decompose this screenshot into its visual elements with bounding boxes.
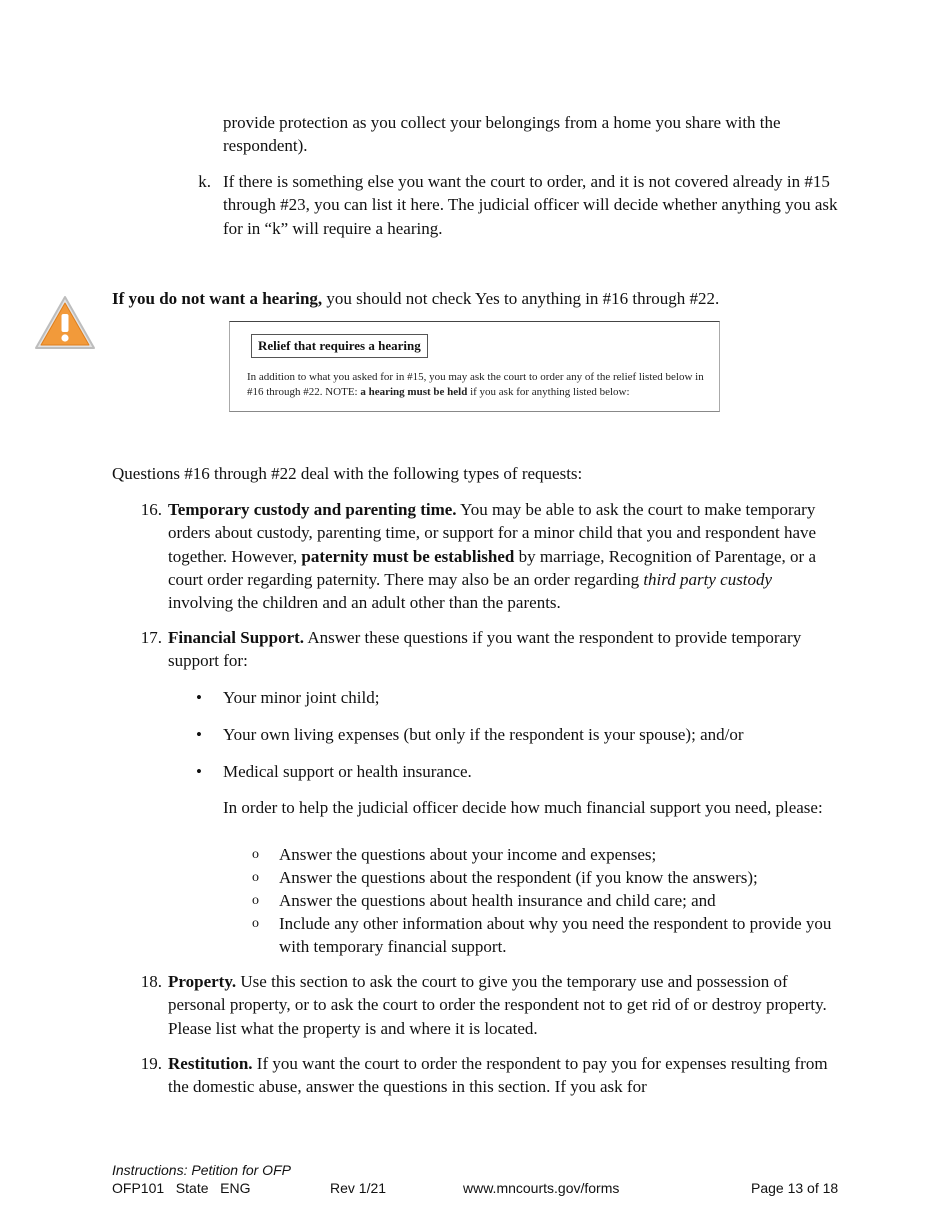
hearing-warning-text: you should not check Yes to anything in #16 through #22. — [322, 289, 720, 308]
subitem-4-text: Include any other information about why you need the respondent to provide you with temporary financial support. — [279, 914, 832, 957]
bullet-1-marker: • — [196, 688, 202, 707]
item-18-text — [168, 970, 838, 1040]
subitem-1-text: Answer the questions about your income and expenses; — [279, 845, 657, 864]
item-16-heading: Temporary custody and parenting time. — [168, 500, 457, 519]
bullet-1-text: Your minor joint child; — [223, 688, 380, 707]
footer-form-code: OFP101 State ENG — [112, 1180, 251, 1196]
item-18-body: Use this section to ask the court to give you the temporary use and possession of personal property, or to ask the court to order the respondent not to get rid of or destroy property. Please list what the property is and where it is located. — [168, 972, 827, 1038]
item-16-text — [168, 498, 833, 614]
footer-page-number: Page 13 of 18 — [751, 1180, 839, 1196]
item-18-heading: Property. — [168, 972, 237, 991]
item-16-t1: You may be able to ask the court to make temporary orders about custody, parenting time, or support for a minor child that you and respondent have together. However, — [168, 500, 817, 566]
financial-help-text: In order to help the judicial officer decide how much financial support you need, please: — [223, 798, 823, 817]
item-16-t2: by marriage, Recognition of Parentage, or a court order regarding paternity. There may also be an order regarding — [168, 546, 817, 589]
subitem-3-marker: o — [252, 893, 259, 908]
subitem-2-text: Answer the questions about the respondent (if you know the answers); — [279, 868, 758, 887]
relief-box-text — [247, 370, 717, 400]
item-17-heading: Financial Support. — [168, 628, 305, 647]
item-19-text — [168, 1052, 828, 1099]
footer-revision: Rev 1/21 — [330, 1180, 387, 1196]
item-k-marker: k. — [198, 172, 211, 191]
footer-url: www.mncourts.gov/forms — [463, 1180, 620, 1196]
questions-intro: Questions #16 through #22 deal with the following types of requests: — [112, 464, 583, 483]
hearing-warning — [112, 287, 832, 310]
relief-text-a: In addition to what you asked for in #15, you may ask the court to order any of the relief listed below in #16 through #22. NOTE: — [247, 371, 704, 398]
relief-box-title: Relief that requires a hearing — [251, 334, 428, 358]
subitem-4-marker: o — [252, 916, 259, 931]
item-18-number: 18. — [140, 972, 162, 991]
bullet-3-marker: • — [196, 762, 202, 781]
relief-requires-hearing-box — [229, 321, 720, 412]
item-19-heading: Restitution. — [168, 1054, 253, 1073]
item-17-body: Answer these questions if you want the respondent to provide temporary support for: — [168, 628, 802, 671]
item-16-paternity: paternity must be established — [301, 546, 515, 566]
bullet-2-text: Your own living expenses (but only if the respondent is your spouse); and/or — [223, 725, 744, 744]
item-j-continuation: provide protection as you collect your belongings from a home you share with the respondent). — [223, 113, 781, 156]
item-k-text: If there is something else you want the court to order, and it is not covered already in #15 through #23, you can list it here. The judicial officer will decide whether anything you ask for in “k” will require a hearing. — [223, 172, 838, 238]
relief-text-bold: a hearing must be held — [360, 386, 468, 398]
item-16-third-party: third party custody — [643, 569, 773, 589]
item-17-text — [168, 626, 808, 673]
bullet-2-marker: • — [196, 725, 202, 744]
item-19-body: If you want the court to order the respondent to pay you for expenses resulting from the domestic abuse, answer the questions in this section. If you ask for — [168, 1054, 828, 1097]
hearing-warning-bold: If you do not want a hearing, — [112, 289, 323, 308]
subitem-2-marker: o — [252, 870, 259, 885]
item-16-number: 16. — [140, 500, 162, 519]
subitem-3-text: Answer the questions about health insurance and child care; and — [279, 891, 716, 910]
bullet-3-text: Medical support or health insurance. — [223, 762, 472, 781]
footer-title: Instructions: Petition for OFP — [112, 1162, 291, 1178]
item-19-number: 19. — [140, 1054, 162, 1073]
item-17-number: 17. — [140, 628, 162, 647]
relief-text-b: if you ask for anything listed below: — [467, 386, 630, 398]
subitem-1-marker: o — [252, 847, 259, 862]
warning-triangle-icon — [33, 294, 97, 352]
item-16-t3: involving the children and an adult other than the parents. — [168, 593, 561, 613]
